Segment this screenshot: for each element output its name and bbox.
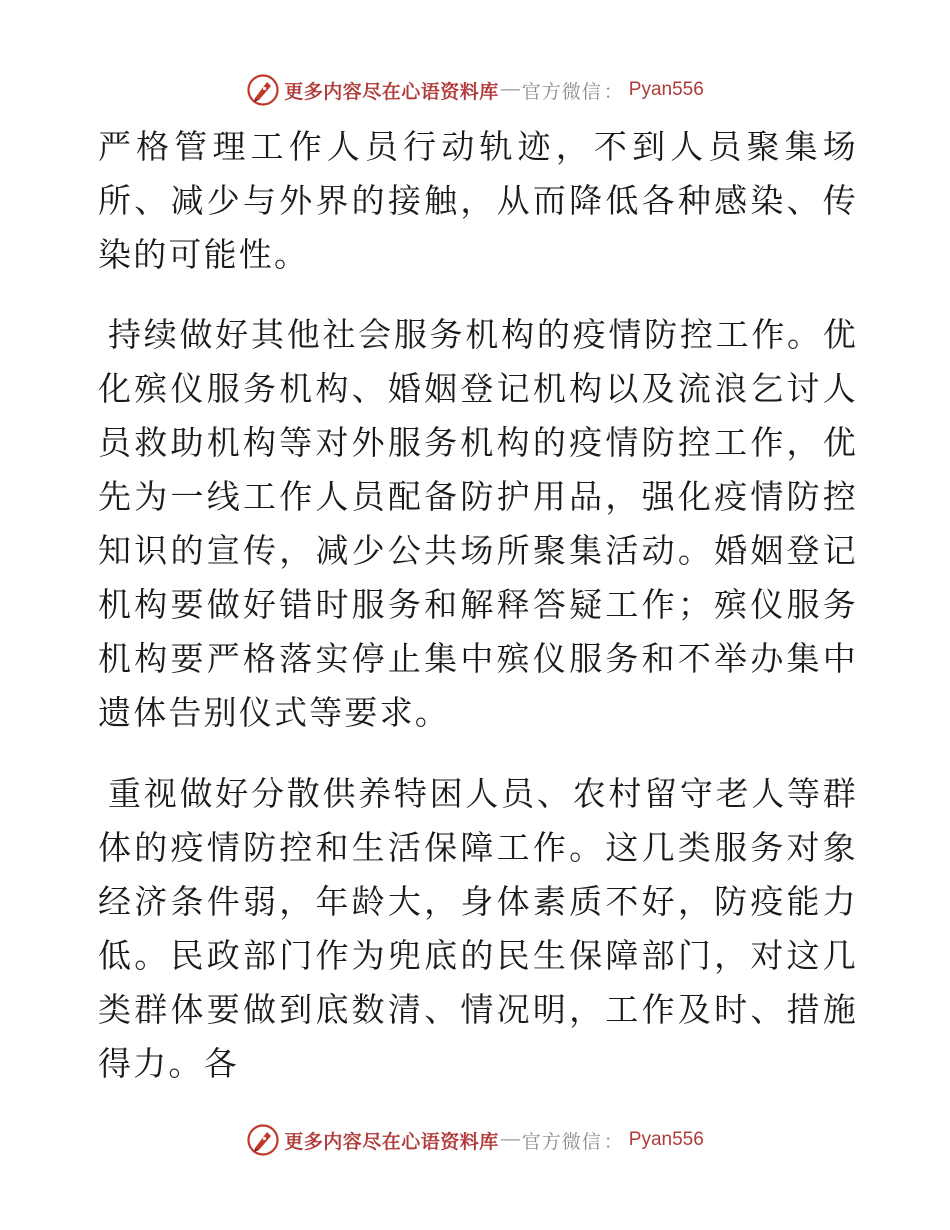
header-wechat-id: Pyan556 <box>628 79 704 100</box>
header-brand-text: 更多内容尽在心语资料库 <box>284 80 499 103</box>
header-colon: ： <box>603 81 623 103</box>
footer-colon: ： <box>603 1131 623 1153</box>
paragraph-1: 严格管理工作人员行动轨迹，不到人员聚集场所、减少与外界的接触，从而降低各种感染、传染的可能性。 <box>98 127 858 274</box>
footer-wechat-id: Pyan556 <box>628 1129 704 1150</box>
pen-nib-logo-icon <box>246 1123 280 1157</box>
footer-separator: — <box>500 1129 520 1150</box>
pen-nib-logo-icon <box>246 73 280 107</box>
paragraph-2: 持续做好其他社会服务机构的疫情防控工作。优化殡仪服务机构、婚姻登记机构以及流浪乞讨人员救助机构等对外服务机构的疫情防控工作，优先为一线工作人员配备防护用品，强化疫情防控知识的宣传，减少公共场所聚集活动。婚姻登记机构要做好错时服务和解释答疑工作；殡仪服务机构要严格落实停止集中殡仪服务和不举办集中遗体告别仪式等要求。 <box>98 315 858 732</box>
header-separator: — <box>500 79 520 100</box>
footer-wechat-label: 官方微信 <box>521 1130 602 1153</box>
header-wechat-label: 官方微信 <box>521 80 602 103</box>
footer-banner <box>0 1120 950 1160</box>
paragraph-3: 重视做好分散供养特困人员、农村留守老人等群体的疫情防控和生活保障工作。这几类服务对象经济条件弱，年龄大，身体素质不好，防疫能力低。民政部门作为兜底的民生保障部门，对这几类群体要做到底数清、情况明，工作及时、措施得力。各 <box>98 774 858 1083</box>
footer-brand-text: 更多内容尽在心语资料库 <box>284 1130 499 1153</box>
header-banner <box>0 70 950 110</box>
document-body <box>98 120 858 1091</box>
